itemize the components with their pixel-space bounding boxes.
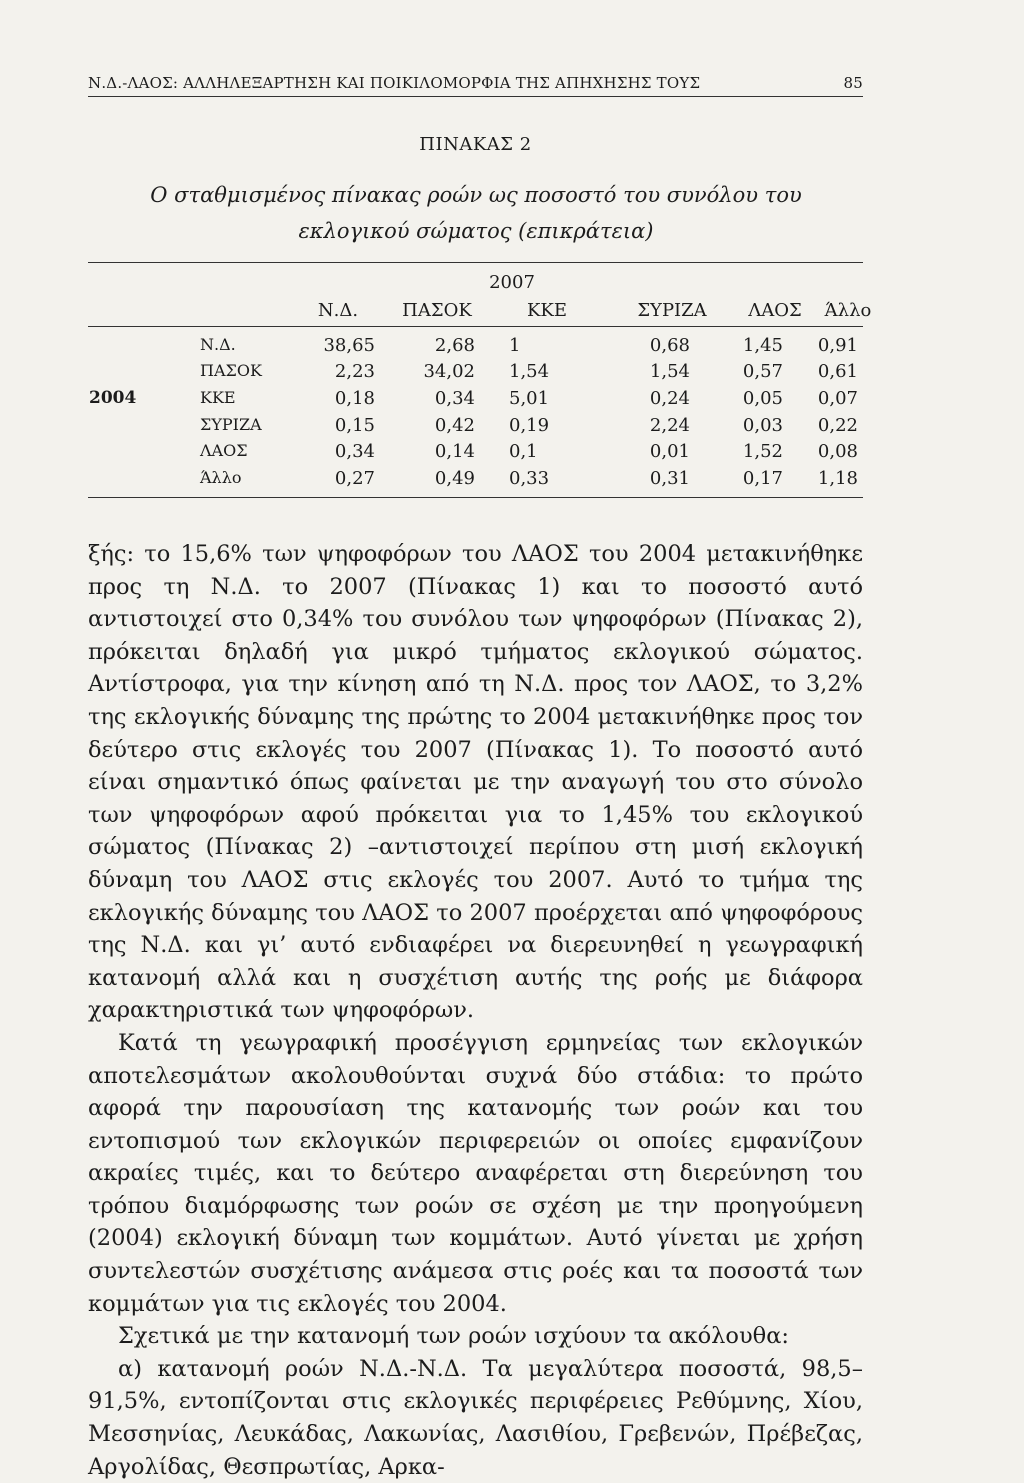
column-header: ΛΑΟΣ xyxy=(748,300,802,321)
table-cell: 0,07 xyxy=(817,388,858,409)
table-cell: 0,1 xyxy=(509,441,538,462)
paragraph: α) κατανομή ροών Ν.Δ.-Ν.Δ. Τα μεγαλύτερα ποσοστά, 98,5–91,5%, εντοπίζονται στις εκλογικές περιφέρειες Ρεθύμνης, Χίου, Μεσσηνίας, Λευκάδας, Λακωνίας, Λασιθίου, Γρεβενών, Πρέβεζας, Αργολίδας, Θεσπρωτίας, Αρκα- xyxy=(88,1355,863,1480)
table-top-rule xyxy=(88,262,863,263)
paragraph: ξής: το 15,6% των ψηφοφόρων του ΛΑΟΣ του 2004 μετακινήθηκε προς τη Ν.Δ. το 2007 (Πίνακας 1) και το ποσοστό αυτό αντιστοιχεί στο 0,34% του συνόλου των ψηφοφόρων (Πίνακας 2), πρόκειται δηλαδή για μικρό τμήματος εκλογικού σώματος. Αντίστροφα, για την κίνηση από τη Ν.Δ. προς τον ΛΑΟΣ, το 3,2% της εκλογικής δύναμης της πρώτης το 2004 μετακινήθηκε προς τον δεύτερο στις εκλογές του 2007 (Πίνακας 1). Το ποσοστό αυτό είναι σημαντικό όπως φαίνεται με την αναγωγή του στο σύνολο των ψηφοφόρων αφού πρόκειται για το 1,45% του εκλογικού σώματος (Πίνακας 2) –αντιστοιχεί περίπου στη μισή εκλογική δύναμη του ΛΑΟΣ στις εκλογές του 2007. Αυτό το τμήμα της εκλογικής δύναμης του ΛΑΟΣ το 2007 προέρχεται από ψηφοφόρους της Ν.Δ. και γι’ αυτό ενδιαφέρει να διερευνηθεί η γεωγραφική κατανομή αλλά και η συσχέτιση αυτής της ροής με διάφορα χαρακτηριστικά των ψηφοφόρων. xyxy=(88,541,863,1024)
table-cell: 0,08 xyxy=(817,441,858,462)
table-cell: 34,02 xyxy=(423,361,475,382)
column-year: 2007 xyxy=(489,272,535,293)
table-cell: 1,52 xyxy=(742,441,783,462)
table-cell: 0,31 xyxy=(649,468,690,489)
table-cell: 0,03 xyxy=(742,415,783,436)
table-bottom-rule xyxy=(88,497,863,498)
running-head xyxy=(88,74,863,97)
table-cell: 0,14 xyxy=(434,441,475,462)
table-cell: 1,54 xyxy=(649,361,690,382)
table-caption: Ο σταθμισμένος πίνακας ροών ως ποσοστό του συνόλου του εκλογικού σώματος (επικράτεια) xyxy=(150,183,802,243)
body-text xyxy=(88,538,863,1483)
table-cell: 0,57 xyxy=(742,361,783,382)
table-cell: 0,34 xyxy=(434,388,475,409)
table-title: ΠΙΝΑΚΑΣ 2 xyxy=(419,134,532,155)
table-cell: 1,54 xyxy=(509,361,550,382)
column-header: ΣΥΡΙΖΑ xyxy=(637,300,707,321)
table-cell: 0,05 xyxy=(742,388,783,409)
table-cell: 0,34 xyxy=(334,441,375,462)
table-cell: 0,17 xyxy=(742,468,783,489)
table-cell: 0,68 xyxy=(649,335,690,356)
table-cell: 0,24 xyxy=(649,388,690,409)
table-cell: 38,65 xyxy=(323,335,375,356)
table-cell: 1 xyxy=(509,335,521,356)
table-cell: 0,33 xyxy=(509,468,550,489)
row-label: ΚΚΕ xyxy=(200,388,236,407)
column-header: ΚΚΕ xyxy=(526,300,568,321)
table-cell: 0,49 xyxy=(434,468,475,489)
table-cell: 1,45 xyxy=(742,335,783,356)
paragraph: Κατά τη γεωγραφική προσέγγιση ερμηνείας των εκλογικών αποτελεσμάτων ακολουθούνται συχνά δύο στάδια: το πρώτο αφορά την παρουσίαση της κατανομής των ροών και του εντοπισμού των εκλογικών περιφερειών οι οποίες εμφανίζουν ακραίες τιμές, και το δεύτερο αναφέρεται στη διερεύνηση του τρόπου διαμόρφωσης των ροών σε σχέση με την προηγούμενη (2004) εκλογική δύναμη των κομμάτων. Αυτό γίνεται με χρήση συντελεστών συσχέτισης ανάμεσα στις ροές και τα ποσοστά των κομμάτων για τις εκλογές του 2004. xyxy=(88,1029,863,1317)
table-cell: 1,18 xyxy=(817,468,858,489)
row-label: ΛΑΟΣ xyxy=(200,441,248,460)
column-header: Άλλο xyxy=(824,300,872,321)
table-cell: 0,22 xyxy=(817,415,858,436)
table-cell: 2,68 xyxy=(434,335,475,356)
column-header: Ν.Δ. xyxy=(317,300,359,321)
table-cell: 0,91 xyxy=(817,335,858,356)
page-number: 85 xyxy=(843,74,863,92)
table-header-rule xyxy=(88,326,863,327)
table-cell: 0,42 xyxy=(434,415,475,436)
table-cell: 0,61 xyxy=(817,361,858,382)
table-cell: 0,15 xyxy=(334,415,375,436)
table-cell: 0,01 xyxy=(649,441,690,462)
row-label: Ν.Δ. xyxy=(200,335,236,354)
paragraph: Σχετικά με την κατανομή των ροών ισχύουν τα ακόλουθα: xyxy=(118,1323,789,1350)
row-label: ΣΥΡΙΖΑ xyxy=(200,415,262,434)
running-head-title: Ν.Δ.-ΛΑΟΣ: ΑΛΛΗΛΕΞΑΡΤΗΣΗ ΚΑΙ ΠΟΙΚΙΛΟΜΟΡΦΙΑ ΤΗΣ ΑΠΗΧΗΣΗΣ ΤΟΥΣ xyxy=(88,74,701,92)
table-cell: 0,19 xyxy=(509,415,550,436)
table-cell: 2,23 xyxy=(334,361,375,382)
row-label: Άλλο xyxy=(200,468,242,487)
column-header: ΠΑΣΟΚ xyxy=(402,300,472,321)
table-cell: 0,27 xyxy=(334,468,375,489)
row-year: 2004 xyxy=(89,388,137,408)
table-cell: 0,18 xyxy=(334,388,375,409)
table-cell: 5,01 xyxy=(509,388,550,409)
row-label: ΠΑΣΟΚ xyxy=(200,361,262,380)
table-cell: 2,24 xyxy=(649,415,690,436)
